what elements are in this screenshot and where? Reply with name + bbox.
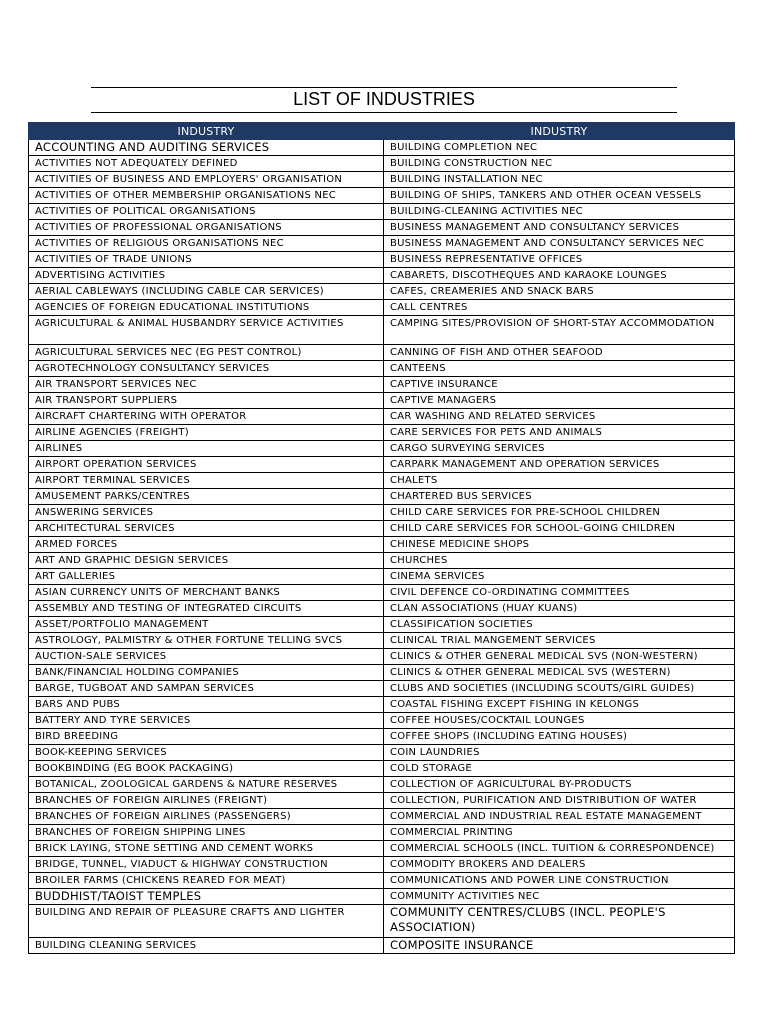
industry-cell-left: ACTIVITIES NOT ADEQUATELY DEFINED bbox=[29, 156, 384, 172]
industry-cell-right: BUILDING OF SHIPS, TANKERS AND OTHER OCEAN VESSELS bbox=[384, 188, 735, 204]
industry-cell-left: AGROTECHNOLOGY CONSULTANCY SERVICES bbox=[29, 361, 384, 377]
industry-cell-left: BOOKBINDING (EG BOOK PACKAGING) bbox=[29, 761, 384, 777]
table-row bbox=[29, 377, 735, 393]
industry-cell-left: BANK/FINANCIAL HOLDING COMPANIES bbox=[29, 665, 384, 681]
industry-cell-right: CLASSIFICATION SOCIETIES bbox=[384, 617, 735, 633]
table-row bbox=[29, 553, 735, 569]
industry-cell-right: CLINICS & OTHER GENERAL MEDICAL SVS (WESTERN) bbox=[384, 665, 735, 681]
industry-cell-right: COIN LAUNDRIES bbox=[384, 745, 735, 761]
table-row bbox=[29, 537, 735, 553]
table-row bbox=[29, 345, 735, 361]
industry-cell-left: AGRICULTURAL & ANIMAL HUSBANDRY SERVICE ACTIVITIES bbox=[29, 316, 384, 345]
industry-table bbox=[28, 122, 735, 954]
table-row bbox=[29, 745, 735, 761]
industry-cell-left: BUDDHIST/TAOIST TEMPLES bbox=[29, 889, 384, 905]
industry-cell-left: BRANCHES OF FOREIGN AIRLINES (PASSENGERS) bbox=[29, 809, 384, 825]
industry-cell-left: ASSET/PORTFOLIO MANAGEMENT bbox=[29, 617, 384, 633]
industry-cell-left: ART AND GRAPHIC DESIGN SERVICES bbox=[29, 553, 384, 569]
table-row bbox=[29, 633, 735, 649]
industry-cell-right: CHALETS bbox=[384, 473, 735, 489]
table-body bbox=[29, 140, 735, 954]
industry-cell-right: CAPTIVE MANAGERS bbox=[384, 393, 735, 409]
industry-cell-left: AIRPORT OPERATION SERVICES bbox=[29, 457, 384, 473]
industry-cell-right: COMMERCIAL AND INDUSTRIAL REAL ESTATE MANAGEMENT bbox=[384, 809, 735, 825]
industry-cell-left: ACTIVITIES OF OTHER MEMBERSHIP ORGANISATIONS NEC bbox=[29, 188, 384, 204]
table-row bbox=[29, 938, 735, 954]
industry-cell-right: CHURCHES bbox=[384, 553, 735, 569]
industry-cell-right: CANNING OF FISH AND OTHER SEAFOOD bbox=[384, 345, 735, 361]
industry-cell-right: CHILD CARE SERVICES FOR SCHOOL-GOING CHILDREN bbox=[384, 521, 735, 537]
industry-cell-right: COASTAL FISHING EXCEPT FISHING IN KELONGS bbox=[384, 697, 735, 713]
industry-cell-right: COLD STORAGE bbox=[384, 761, 735, 777]
table-row bbox=[29, 505, 735, 521]
industry-cell-left: BRIDGE, TUNNEL, VIADUCT & HIGHWAY CONSTRUCTION bbox=[29, 857, 384, 873]
industry-cell-left: ACCOUNTING AND AUDITING SERVICES bbox=[29, 140, 384, 156]
table-row bbox=[29, 441, 735, 457]
table-row bbox=[29, 236, 735, 252]
industry-cell-right: COFFEE HOUSES/COCKTAIL LOUNGES bbox=[384, 713, 735, 729]
table-row bbox=[29, 777, 735, 793]
table-header-row bbox=[29, 123, 735, 140]
industry-cell-right: COFFEE SHOPS (INCLUDING EATING HOUSES) bbox=[384, 729, 735, 745]
industry-cell-left: AMUSEMENT PARKS/CENTRES bbox=[29, 489, 384, 505]
industry-cell-right: BUSINESS MANAGEMENT AND CONSULTANCY SERVICES NEC bbox=[384, 236, 735, 252]
industry-cell-right: COLLECTION, PURIFICATION AND DISTRIBUTION OF WATER bbox=[384, 793, 735, 809]
page-title: LIST OF INDUSTRIES bbox=[293, 89, 475, 109]
industry-cell-left: BOOK-KEEPING SERVICES bbox=[29, 745, 384, 761]
industry-cell-left: AIR TRANSPORT SERVICES NEC bbox=[29, 377, 384, 393]
table-row bbox=[29, 252, 735, 268]
column-header-left: INDUSTRY bbox=[29, 123, 384, 140]
industry-cell-left: BRANCHES OF FOREIGN AIRLINES (FREIGNT) bbox=[29, 793, 384, 809]
industry-cell-left: ANSWERING SERVICES bbox=[29, 505, 384, 521]
table-row bbox=[29, 873, 735, 889]
table-row bbox=[29, 220, 735, 236]
industry-cell-right: COMMUNITY CENTRES/CLUBS (INCL. PEOPLE'S ASSOCIATION) bbox=[384, 905, 735, 938]
table-row bbox=[29, 697, 735, 713]
table-row bbox=[29, 569, 735, 585]
table-row bbox=[29, 825, 735, 841]
industry-cell-left: ASIAN CURRENCY UNITS OF MERCHANT BANKS bbox=[29, 585, 384, 601]
industry-cell-left: AGENCIES OF FOREIGN EDUCATIONAL INSTITUTIONS bbox=[29, 300, 384, 316]
industry-cell-left: AERIAL CABLEWAYS (INCLUDING CABLE CAR SERVICES) bbox=[29, 284, 384, 300]
industry-cell-right: BUSINESS REPRESENTATIVE OFFICES bbox=[384, 252, 735, 268]
table-row bbox=[29, 521, 735, 537]
table-row bbox=[29, 300, 735, 316]
industry-cell-right: COMMODITY BROKERS AND DEALERS bbox=[384, 857, 735, 873]
industry-cell-left: ART GALLERIES bbox=[29, 569, 384, 585]
industry-cell-right: CABARETS, DISCOTHEQUES AND KARAOKE LOUNGES bbox=[384, 268, 735, 284]
industry-cell-left: BRICK LAYING, STONE SETTING AND CEMENT WORKS bbox=[29, 841, 384, 857]
table-row bbox=[29, 188, 735, 204]
industry-cell-left: ACTIVITIES OF POLITICAL ORGANISATIONS bbox=[29, 204, 384, 220]
industry-cell-left: BIRD BREEDING bbox=[29, 729, 384, 745]
industry-cell-right: CARE SERVICES FOR PETS AND ANIMALS bbox=[384, 425, 735, 441]
industry-cell-right: CLINICS & OTHER GENERAL MEDICAL SVS (NON-WESTERN) bbox=[384, 649, 735, 665]
table-row bbox=[29, 425, 735, 441]
industry-cell-left: AIRLINES bbox=[29, 441, 384, 457]
industry-cell-right: BUILDING-CLEANING ACTIVITIES NEC bbox=[384, 204, 735, 220]
industry-cell-right: CALL CENTRES bbox=[384, 300, 735, 316]
industry-cell-left: BRANCHES OF FOREIGN SHIPPING LINES bbox=[29, 825, 384, 841]
industry-cell-right: BUILDING INSTALLATION NEC bbox=[384, 172, 735, 188]
industry-cell-left: BARGE, TUGBOAT AND SAMPAN SERVICES bbox=[29, 681, 384, 697]
title-rule-bottom bbox=[91, 112, 677, 113]
industry-cell-left: AIR TRANSPORT SUPPLIERS bbox=[29, 393, 384, 409]
table-row bbox=[29, 316, 735, 345]
industry-cell-left: ARMED FORCES bbox=[29, 537, 384, 553]
table-row bbox=[29, 905, 735, 938]
industry-cell-right: COMPOSITE INSURANCE bbox=[384, 938, 735, 954]
table-row bbox=[29, 585, 735, 601]
industry-cell-right: COMMUNITY ACTIVITIES NEC bbox=[384, 889, 735, 905]
industry-cell-right: COMMERCIAL SCHOOLS (INCL. TUITION & CORRESPONDENCE) bbox=[384, 841, 735, 857]
industry-cell-left: ADVERTISING ACTIVITIES bbox=[29, 268, 384, 284]
industry-cell-left: AIRCRAFT CHARTERING WITH OPERATOR bbox=[29, 409, 384, 425]
column-header-right: INDUSTRY bbox=[384, 123, 735, 140]
table-row bbox=[29, 761, 735, 777]
industry-cell-right: CHARTERED BUS SERVICES bbox=[384, 489, 735, 505]
table-row bbox=[29, 841, 735, 857]
industry-cell-right: BUILDING CONSTRUCTION NEC bbox=[384, 156, 735, 172]
industry-cell-left: BOTANICAL, ZOOLOGICAL GARDENS & NATURE RESERVES bbox=[29, 777, 384, 793]
industry-cell-right: CIVIL DEFENCE CO-ORDINATING COMMITTEES bbox=[384, 585, 735, 601]
table-row bbox=[29, 172, 735, 188]
industry-cell-left: ACTIVITIES OF PROFESSIONAL ORGANISATIONS bbox=[29, 220, 384, 236]
industry-cell-left: BROILER FARMS (CHICKENS REARED FOR MEAT) bbox=[29, 873, 384, 889]
industry-cell-right: BUILDING COMPLETION NEC bbox=[384, 140, 735, 156]
industry-cell-left: BUILDING CLEANING SERVICES bbox=[29, 938, 384, 954]
industry-cell-right: CAMPING SITES/PROVISION OF SHORT-STAY ACCOMMODATION bbox=[384, 316, 735, 345]
table-row bbox=[29, 793, 735, 809]
table-row bbox=[29, 457, 735, 473]
table-row bbox=[29, 156, 735, 172]
table-row bbox=[29, 809, 735, 825]
table-row bbox=[29, 393, 735, 409]
industry-cell-left: ASSEMBLY AND TESTING OF INTEGRATED CIRCUITS bbox=[29, 601, 384, 617]
table-row bbox=[29, 665, 735, 681]
industry-cell-right: CARGO SURVEYING SERVICES bbox=[384, 441, 735, 457]
industry-cell-left: BARS AND PUBS bbox=[29, 697, 384, 713]
industry-cell-right: CHINESE MEDICINE SHOPS bbox=[384, 537, 735, 553]
industry-cell-right: COLLECTION OF AGRICULTURAL BY-PRODUCTS bbox=[384, 777, 735, 793]
industry-cell-right: CAR WASHING AND RELATED SERVICES bbox=[384, 409, 735, 425]
industry-cell-right: CINEMA SERVICES bbox=[384, 569, 735, 585]
industry-cell-right: CLINICAL TRIAL MANGEMENT SERVICES bbox=[384, 633, 735, 649]
table-row bbox=[29, 473, 735, 489]
table-row bbox=[29, 617, 735, 633]
industry-cell-right: BUSINESS MANAGEMENT AND CONSULTANCY SERVICES bbox=[384, 220, 735, 236]
industry-cell-left: AGRICULTURAL SERVICES NEC (EG PEST CONTROL) bbox=[29, 345, 384, 361]
table-row bbox=[29, 649, 735, 665]
industry-cell-left: AIRLINE AGENCIES (FREIGHT) bbox=[29, 425, 384, 441]
table-row bbox=[29, 681, 735, 697]
industry-cell-right: CARPARK MANAGEMENT AND OPERATION SERVICES bbox=[384, 457, 735, 473]
table-row bbox=[29, 204, 735, 220]
industry-cell-left: ASTROLOGY, PALMISTRY & OTHER FORTUNE TELLING SVCS bbox=[29, 633, 384, 649]
table-row bbox=[29, 889, 735, 905]
table-row bbox=[29, 729, 735, 745]
industry-cell-right: COMMUNICATIONS AND POWER LINE CONSTRUCTION bbox=[384, 873, 735, 889]
table-row bbox=[29, 361, 735, 377]
industry-cell-right: CAFES, CREAMERIES AND SNACK BARS bbox=[384, 284, 735, 300]
table-row bbox=[29, 489, 735, 505]
table-row bbox=[29, 140, 735, 156]
industry-cell-right: CLUBS AND SOCIETIES (INCLUDING SCOUTS/GIRL GUIDES) bbox=[384, 681, 735, 697]
industry-cell-left: BUILDING AND REPAIR OF PLEASURE CRAFTS AND LIGHTER bbox=[29, 905, 384, 938]
table-row bbox=[29, 601, 735, 617]
table-row bbox=[29, 857, 735, 873]
industry-cell-left: AUCTION-SALE SERVICES bbox=[29, 649, 384, 665]
industry-cell-left: ACTIVITIES OF RELIGIOUS ORGANISATIONS NEC bbox=[29, 236, 384, 252]
table-row bbox=[29, 284, 735, 300]
industry-cell-left: AIRPORT TERMINAL SERVICES bbox=[29, 473, 384, 489]
industry-cell-right: CAPTIVE INSURANCE bbox=[384, 377, 735, 393]
table-row bbox=[29, 713, 735, 729]
table-row bbox=[29, 268, 735, 284]
industry-cell-left: ACTIVITIES OF BUSINESS AND EMPLOYERS' ORGANISATION bbox=[29, 172, 384, 188]
industry-cell-left: BATTERY AND TYRE SERVICES bbox=[29, 713, 384, 729]
industry-cell-right: CLAN ASSOCIATIONS (HUAY KUANS) bbox=[384, 601, 735, 617]
industry-cell-left: ACTIVITIES OF TRADE UNIONS bbox=[29, 252, 384, 268]
industry-cell-left: ARCHITECTURAL SERVICES bbox=[29, 521, 384, 537]
table-row bbox=[29, 409, 735, 425]
industry-cell-right: CHILD CARE SERVICES FOR PRE-SCHOOL CHILDREN bbox=[384, 505, 735, 521]
industry-cell-right: COMMERCIAL PRINTING bbox=[384, 825, 735, 841]
industry-cell-right: CANTEENS bbox=[384, 361, 735, 377]
